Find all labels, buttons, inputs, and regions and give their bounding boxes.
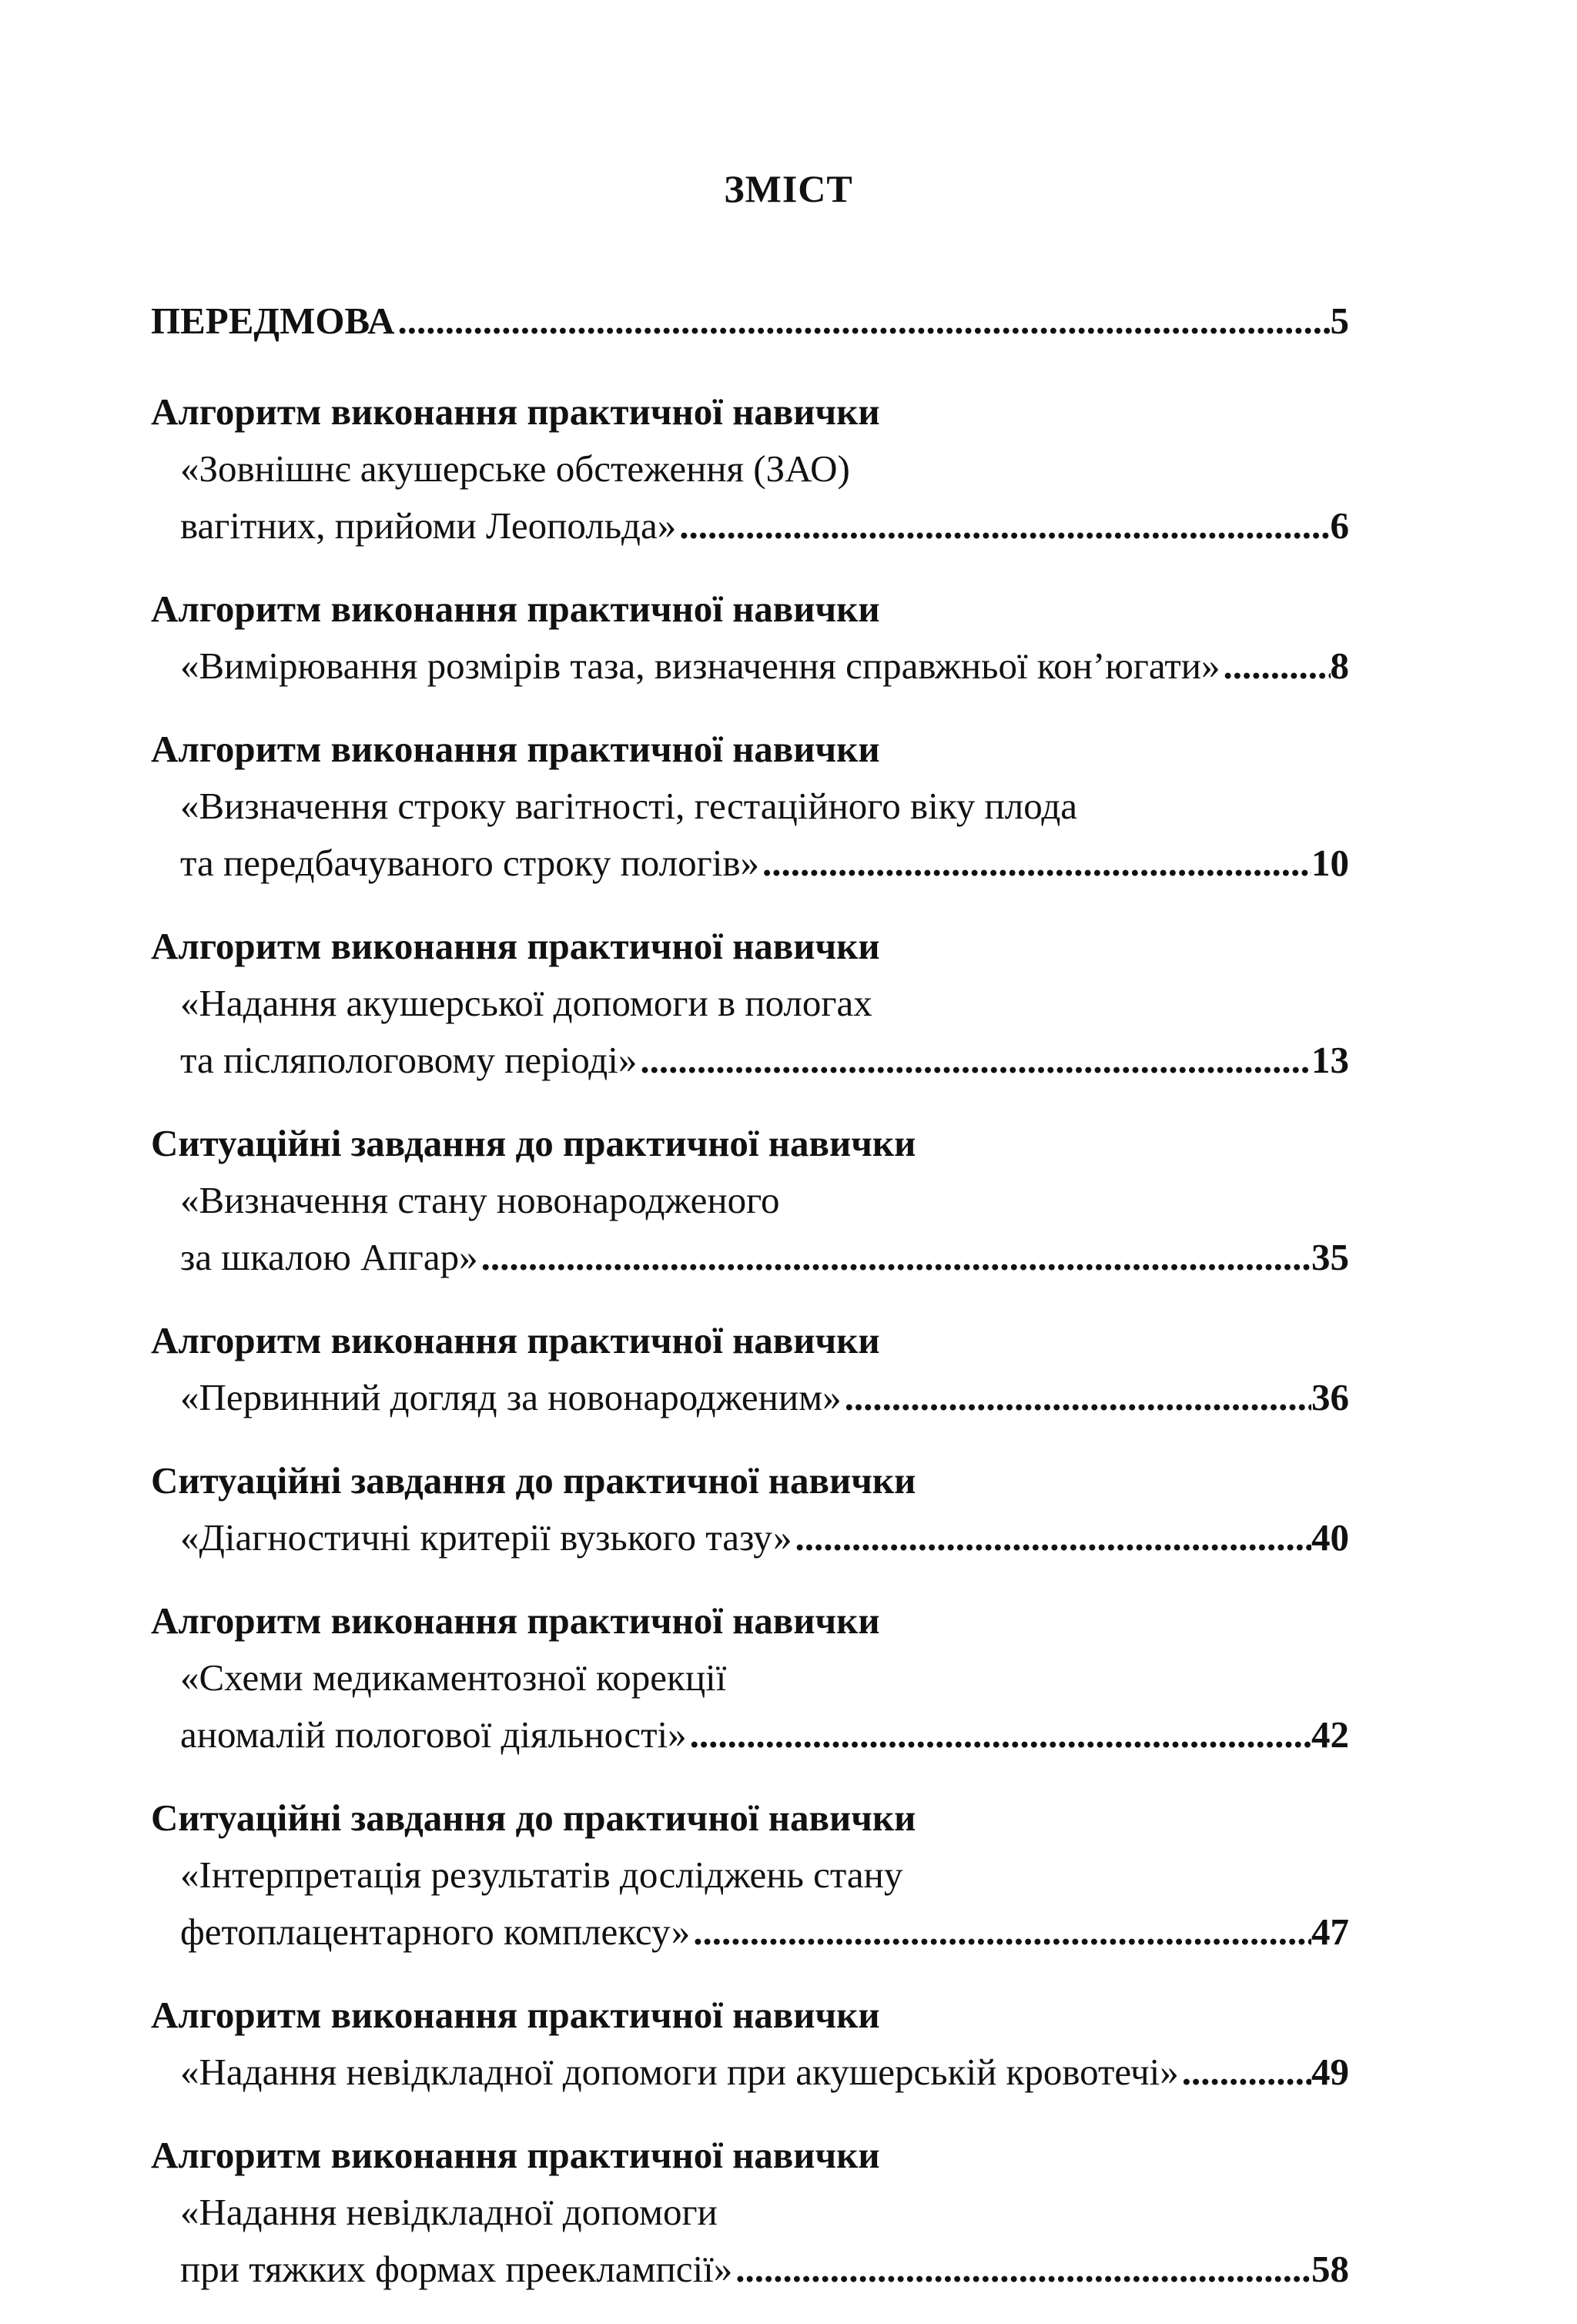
dot-leader [394, 293, 1330, 350]
dot-leader [792, 1509, 1311, 1566]
toc-entry-heading: Ситуаційні завдання до практичної навички [151, 1797, 916, 1839]
dot-leader [687, 1706, 1311, 1763]
toc-entry-line: «Визначення стану новонародженого [180, 1179, 780, 1221]
toc-entry [151, 1790, 1349, 1961]
toc-entry-heading: Алгоритм виконання практичної навички [151, 2134, 880, 2176]
dot-leader [732, 2241, 1311, 2298]
toc-entry-text: «Діагностичні критерії вузького тазу» [180, 1516, 792, 1559]
dot-leader [1220, 638, 1331, 695]
dot-leader [690, 1904, 1311, 1961]
toc-entry [151, 721, 1349, 892]
toc-entry-leader-line [151, 1229, 1349, 1286]
toc-entry-leader-line [151, 2044, 1349, 2101]
page-number: 5 [1330, 300, 1349, 342]
toc-entry [151, 1592, 1349, 1763]
toc-entry-heading: Алгоритм виконання практичної навички [151, 728, 880, 770]
toc-entry [151, 2127, 1349, 2298]
dot-leader [842, 1369, 1311, 1426]
toc-entry-leader-line [151, 2241, 1349, 2298]
toc-entry-text: ПЕРЕДМОВА [151, 300, 395, 342]
toc-entry [151, 581, 1349, 695]
dot-leader [478, 1229, 1311, 1286]
page-number: 58 [1311, 2248, 1349, 2290]
page-number: 47 [1311, 1910, 1349, 1953]
toc-entry-leader-line [151, 638, 1349, 695]
dot-leader [637, 1032, 1311, 1089]
toc-entry-line: «Надання невідкладної допомоги [180, 2191, 718, 2233]
toc-entry-heading: Алгоритм виконання практичної навички [151, 1599, 880, 1642]
toc-entry-text: та післяпологовому періоді» [180, 1039, 638, 1081]
dot-leader [1179, 2044, 1311, 2101]
toc-entry-text: «Надання невідкладної допомоги при акушерській кровотечі» [180, 2051, 1179, 2093]
page-number: 40 [1311, 1516, 1349, 1559]
toc-entry-leader-line [151, 293, 1349, 350]
toc-entry-leader-line [151, 1904, 1349, 1961]
toc-entry [151, 293, 1349, 350]
toc-entry-text: «Первинний догляд за новонародженим» [180, 1376, 842, 1418]
page-number: 36 [1311, 1376, 1349, 1418]
toc-entry [151, 1987, 1349, 2101]
page-number: 6 [1330, 504, 1349, 547]
toc-entry-heading: Алгоритм виконання практичної навички [151, 925, 880, 967]
toc-entry [151, 383, 1349, 554]
toc-entry-leader-line [151, 835, 1349, 892]
toc-entry [151, 1312, 1349, 1426]
page-number: 35 [1311, 1236, 1349, 1278]
toc-entry-leader-line [151, 497, 1349, 554]
toc-entry-leader-line [151, 1509, 1349, 1566]
toc-entry-heading: Алгоритм виконання практичної навички [151, 588, 880, 630]
toc-entry-heading: Алгоритм виконання практичної навички [151, 1319, 880, 1361]
page-title: ЗМІСТ [724, 167, 853, 210]
toc-entry-text: та передбачуваного строку пологів» [180, 842, 759, 884]
toc-entry-heading: Алгоритм виконання практичної навички [151, 390, 880, 433]
page-number: 42 [1311, 1713, 1349, 1756]
toc-entry [151, 918, 1349, 1089]
toc-entry-heading: Ситуаційні завдання до практичної навички [151, 1122, 916, 1164]
toc-entry-leader-line [151, 1706, 1349, 1763]
toc-entry-text: аномалій пологової діяльності» [180, 1713, 687, 1756]
page-number: 49 [1311, 2051, 1349, 2093]
toc-entry-text: «Вимірювання розмірів таза, визначення справжньої кон’югати» [180, 645, 1220, 687]
toc-entry-text: при тяжких формах прееклампсії» [180, 2248, 733, 2290]
toc-entry-leader-line [151, 1032, 1349, 1089]
toc-entry-line: «Схеми медикаментозної корекції [180, 1656, 727, 1699]
toc-entry-line: «Зовнішнє акушерське обстеження (ЗАО) [180, 447, 850, 490]
toc-entry-line: «Визначення строку вагітності, гестаційного віку плода [180, 785, 1077, 827]
toc-entry-heading: Ситуаційні завдання до практичної навички [151, 1459, 916, 1502]
toc-entry-heading: Алгоритм виконання практичної навички [151, 1994, 880, 2036]
toc-entry-text: за шкалою Апгар» [180, 1236, 478, 1278]
page-number: 13 [1311, 1039, 1349, 1081]
toc-entry [151, 1115, 1349, 1286]
page-number: 8 [1330, 645, 1349, 687]
dot-leader [676, 497, 1330, 554]
toc-entry-text: фетоплацентарного комплексу» [180, 1910, 691, 1953]
dot-leader [759, 835, 1311, 892]
toc-entry-line: «Інтерпретація результатів досліджень стану [180, 1854, 903, 1896]
toc-entry-text: вагітних, прийоми Леопольда» [180, 504, 677, 547]
page-number: 10 [1311, 842, 1349, 884]
toc-entry [151, 1452, 1349, 1566]
toc-entry-leader-line [151, 1369, 1349, 1426]
table-of-contents [151, 293, 1349, 2324]
toc-entry-line: «Надання акушерської допомоги в пологах [180, 982, 872, 1024]
